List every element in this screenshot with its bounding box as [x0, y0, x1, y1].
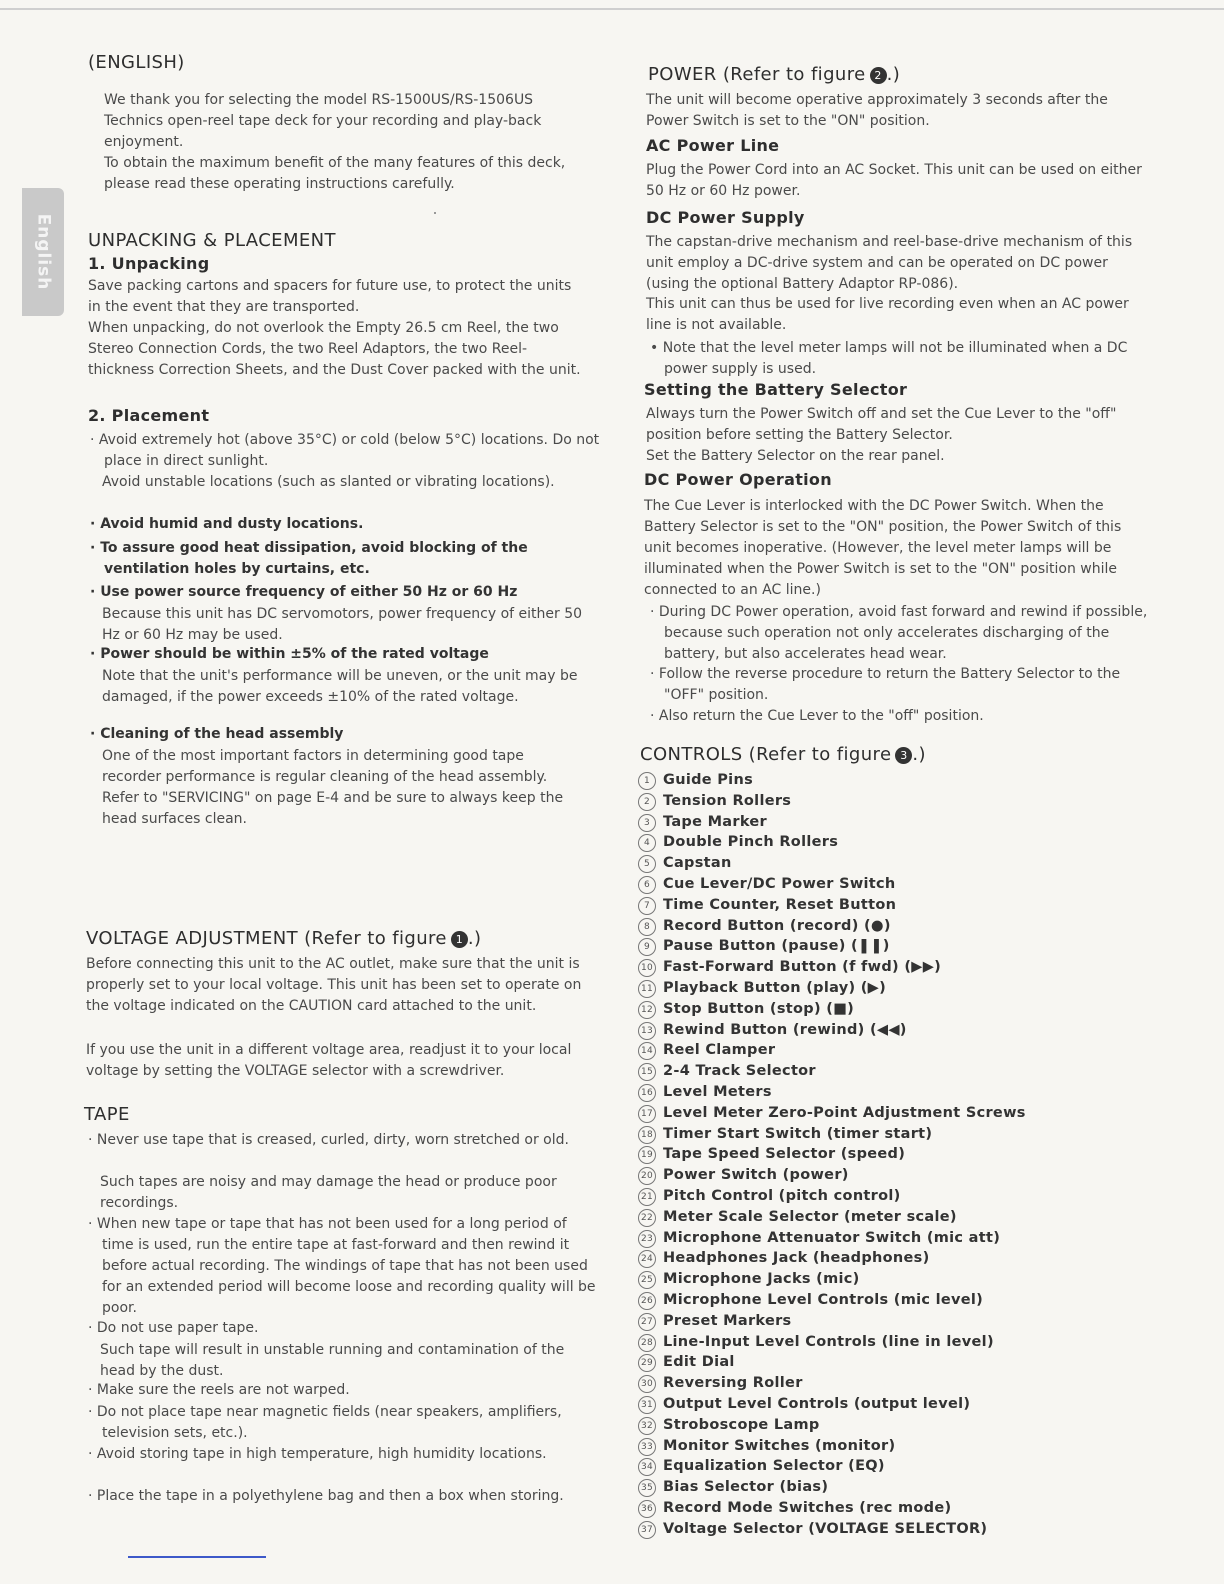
- placement-item-3: · To assure good heat dissipation, avoid blocking of the ventilation holes by curtains, etc.: [90, 540, 528, 577]
- controls-list-item: [638, 1040, 1026, 1061]
- tape-item-6: · Avoid storing tape in high temperature, high humidity locations.: [88, 1446, 547, 1462]
- controls-list-item: [638, 1144, 1026, 1165]
- item-number-badge: 37: [638, 1521, 656, 1539]
- item-label: 2-4 Track Selector: [663, 1063, 816, 1080]
- tape-item-1: · Never use tape that is creased, curled, dirty, worn stretched or old.: [88, 1132, 569, 1148]
- item-number-badge: 34: [638, 1458, 656, 1476]
- placement-item-2: · Avoid humid and dusty locations.: [90, 516, 364, 532]
- language-heading: (ENGLISH): [88, 52, 185, 73]
- item-label: Double Pinch Rollers: [663, 834, 839, 851]
- controls-list-item: [638, 812, 1026, 833]
- item-number-badge: 17: [638, 1105, 656, 1123]
- item-number-badge: 31: [638, 1396, 656, 1414]
- controls-list-item: [638, 999, 1026, 1020]
- unpacking-text-2: When unpacking, do not overlook the Empty 26.5 cm Reel, the two Stereo Connection Cords, the two Reel Adaptors, the two Reel-thickness Correction Sheets, and the Dust Cover packed with the unit.: [88, 320, 581, 378]
- intro-paragraph-2: To obtain the maximum benefit of the many features of this deck, please read these operating instructions carefully.: [104, 155, 566, 192]
- item-label: Record Mode Switches (rec mode): [663, 1499, 952, 1516]
- power-heading-tail: .): [886, 64, 901, 85]
- item-label: Voltage Selector (VOLTAGE SELECTOR): [663, 1520, 988, 1537]
- placement-item-1b: Avoid unstable locations (such as slanted or vibrating locations).: [102, 474, 555, 490]
- controls-list-item: [638, 1352, 1026, 1373]
- controls-list-item: [638, 1269, 1026, 1290]
- controls-list-item: [638, 1061, 1026, 1082]
- dc-operation-bullet-3: · Also return the Cue Lever to the "off" position.: [650, 708, 984, 724]
- tape-item-2: · When new tape or tape that has not been used for a long period of time is used, run the entire tape at fast-forward and then rewind it before actual recording. The windings of tape that has not been used for an extended period will become loose and recording quality will be poor.: [88, 1216, 596, 1316]
- controls-list-item: [638, 1311, 1026, 1332]
- controls-list-item: [638, 1456, 1026, 1477]
- controls-list-item: [638, 1415, 1026, 1436]
- voltage-text-2: If you use the unit in a different voltage area, readjust it to your local voltage by setting the VOLTAGE selector with a screwdriver.: [86, 1042, 572, 1079]
- item-label: Monitor Switches (monitor): [663, 1437, 896, 1454]
- controls-list-item: [638, 1186, 1026, 1207]
- item-number-badge: 25: [638, 1271, 656, 1289]
- figure-3-icon: 3: [895, 747, 912, 764]
- controls-list-item: [638, 874, 1026, 895]
- placement-item-6b: One of the most important factors in determining good tape recorder performance is regular cleaning of the head assembly. Refer to "SERVICING" on page E-4 and be sure to always keep the head surfaces clean.: [102, 748, 564, 827]
- battery-text-1: Always turn the Power Switch off and set the Cue Lever to the "off" position before setting the Battery Selector.: [646, 406, 1117, 443]
- controls-list-item: [638, 916, 1026, 937]
- item-number-badge: 2: [638, 793, 656, 811]
- controls-list-item: [638, 1436, 1026, 1457]
- controls-list-item: [638, 936, 1026, 957]
- item-number-badge: 5: [638, 855, 656, 873]
- controls-heading-tail: .): [912, 744, 926, 765]
- power-text: The unit will become operative approximately 3 seconds after the Power Switch is set to the "ON" position.: [646, 92, 1108, 129]
- item-label: Edit Dial: [663, 1354, 735, 1371]
- figure-1-icon: 1: [451, 931, 468, 948]
- item-number-badge: 24: [638, 1250, 656, 1268]
- speck: [434, 212, 436, 214]
- placement-item-4b: Because this unit has DC servomotors, power frequency of either 50 Hz or 60 Hz may be used.: [102, 606, 583, 643]
- item-label: Guide Pins: [663, 772, 754, 788]
- item-number-badge: 22: [638, 1209, 656, 1227]
- item-number-badge: 27: [638, 1313, 656, 1331]
- item-label: Reversing Roller: [663, 1375, 803, 1392]
- controls-list-item: [638, 1207, 1026, 1228]
- item-number-badge: 7: [638, 897, 656, 915]
- item-label: Output Level Controls (output level): [663, 1395, 971, 1412]
- item-number-badge: 4: [638, 834, 656, 852]
- language-side-tab: [22, 188, 64, 316]
- controls-heading-text: CONTROLS (Refer to figure: [640, 744, 892, 765]
- item-number-badge: 18: [638, 1126, 656, 1144]
- item-label: Pitch Control (pitch control): [663, 1187, 901, 1204]
- item-label: Reel Clamper: [663, 1042, 776, 1059]
- item-label: Preset Markers: [663, 1312, 792, 1329]
- tape-item-5: · Do not place tape near magnetic fields (near speakers, amplifiers, television sets, etc.).: [88, 1404, 562, 1441]
- item-number-badge: 3: [638, 814, 656, 832]
- voltage-heading-tail: .): [467, 928, 482, 949]
- controls-list-item: [638, 1228, 1026, 1249]
- dc-supply-text-1: The capstan-drive mechanism and reel-base-drive mechanism of this unit employ a DC-drive system and can be operated on DC power (using the optional Battery Adaptor RP-086).: [646, 234, 1133, 292]
- item-number-badge: 9: [638, 938, 656, 956]
- item-label: Stop Button (stop) (■): [663, 1000, 855, 1017]
- item-number-badge: 20: [638, 1167, 656, 1185]
- item-label: Cue Lever/DC Power Switch: [663, 875, 896, 892]
- item-number-badge: 11: [638, 980, 656, 998]
- placement-item-6: · Cleaning of the head assembly: [90, 726, 344, 742]
- item-number-badge: 32: [638, 1417, 656, 1435]
- item-label: Capstan: [663, 855, 732, 872]
- tape-item-7: · Place the tape in a polyethylene bag and then a box when storing.: [88, 1488, 564, 1504]
- item-number-badge: 36: [638, 1500, 656, 1518]
- tape-heading: TAPE: [84, 1104, 130, 1125]
- item-label: Timer Start Switch (timer start): [663, 1125, 933, 1142]
- unpacking-text-1: Save packing cartons and spacers for future use, to protect the units in the event that they are transported.: [88, 278, 572, 315]
- dc-supply-note: • Note that the level meter lamps will not be illuminated when a DC power supply is used.: [650, 340, 1128, 377]
- item-label: Level Meters: [663, 1083, 772, 1100]
- dc-operation-text: The Cue Lever is interlocked with the DC Power Switch. When the Battery Selector is set to the "ON" position, the Power Switch of this unit becomes inoperative. (However, the level meter lamps will be illuminated when the Power Switch is set to the "ON" position while connected to an AC line.): [644, 498, 1122, 598]
- battery-text-2: Set the Battery Selector on the rear panel.: [646, 448, 945, 464]
- item-number-badge: 16: [638, 1084, 656, 1102]
- ac-power-heading: AC Power Line: [646, 136, 780, 155]
- figure-2-icon: 2: [870, 67, 887, 84]
- controls-list-item: [638, 1290, 1026, 1311]
- item-number-badge: 33: [638, 1438, 656, 1456]
- controls-list-item: [638, 1498, 1026, 1519]
- item-label: Power Switch (power): [663, 1167, 849, 1184]
- controls-list-item: [638, 1103, 1026, 1124]
- item-label: Tape Marker: [663, 813, 767, 830]
- item-label: Fast-Forward Button (f fwd) (▶▶): [663, 959, 942, 976]
- item-number-badge: 35: [638, 1479, 656, 1497]
- item-number-badge: 30: [638, 1375, 656, 1393]
- unpacking-subheading: 1. Unpacking: [88, 254, 210, 273]
- item-number-badge: 28: [638, 1334, 656, 1352]
- controls-list-item: [638, 957, 1026, 978]
- power-heading: [648, 64, 900, 85]
- item-number-badge: 21: [638, 1188, 656, 1206]
- controls-list-item: [638, 1020, 1026, 1041]
- item-number-badge: 10: [638, 959, 656, 977]
- tape-item-4: · Make sure the reels are not warped.: [88, 1382, 350, 1398]
- controls-list-item: [638, 1165, 1026, 1186]
- item-label: Headphones Jack (headphones): [663, 1250, 930, 1267]
- dc-operation-heading: DC Power Operation: [644, 470, 832, 489]
- controls-list-item: [638, 853, 1026, 874]
- placement-item-5: · Power should be within ±5% of the rated voltage: [90, 646, 489, 662]
- item-label: Bias Selector (bias): [663, 1479, 829, 1496]
- item-label: Line-Input Level Controls (line in level): [663, 1333, 994, 1350]
- item-label: Equalization Selector (EQ): [663, 1458, 885, 1475]
- voltage-heading: [86, 928, 481, 949]
- item-number-badge: 14: [638, 1042, 656, 1060]
- controls-list-item: [638, 1248, 1026, 1269]
- item-label: Time Counter, Reset Button: [663, 896, 897, 913]
- item-number-badge: 15: [638, 1063, 656, 1081]
- controls-list-item: [638, 1519, 1026, 1540]
- controls-list-item: [638, 791, 1026, 812]
- tape-item-3: · Do not use paper tape.: [88, 1320, 259, 1336]
- dc-supply-text-2: This unit can thus be used for live recording even when an AC power line is not available.: [646, 296, 1129, 333]
- controls-heading: [640, 744, 926, 765]
- battery-heading: Setting the Battery Selector: [644, 380, 908, 399]
- item-number-badge: 19: [638, 1146, 656, 1164]
- placement-item-5b: Note that the unit's performance will be uneven, or the unit may be damaged, if the power exceeds ±10% of the rated voltage.: [102, 668, 578, 705]
- item-label: Playback Button (play) (▶): [663, 979, 887, 996]
- item-label: Tension Rollers: [663, 792, 792, 809]
- item-number-badge: 29: [638, 1354, 656, 1372]
- item-number-badge: 6: [638, 876, 656, 894]
- controls-list-item: [638, 770, 1026, 791]
- item-label: Rewind Button (rewind) (◀◀): [663, 1021, 907, 1038]
- dc-supply-heading: DC Power Supply: [646, 208, 805, 227]
- tape-item-3b: Such tape will result in unstable running and contamination of the head by the dust.: [100, 1342, 565, 1379]
- item-label: Pause Button (pause) (❚❚): [663, 938, 890, 955]
- tape-item-1b: Such tapes are noisy and may damage the head or produce poor recordings.: [100, 1174, 557, 1211]
- controls-list-item: [638, 1477, 1026, 1498]
- intro-paragraph-1: We thank you for selecting the model RS-1500US/RS-1506US Technics open-reel tape deck for your recording and play-back enjoyment.: [104, 92, 542, 150]
- item-number-badge: 1: [638, 772, 656, 790]
- dc-operation-bullet-2: · Follow the reverse procedure to return the Battery Selector to the "OFF" position.: [650, 666, 1121, 703]
- item-label: Record Button (record) (●): [663, 917, 891, 934]
- side-tab-label: English: [33, 213, 54, 291]
- controls-list-item: [638, 978, 1026, 999]
- placement-item-1: · Avoid extremely hot (above 35°C) or cold (below 5°C) locations. Do not place in direct sunlight.: [90, 432, 600, 469]
- item-label: Meter Scale Selector (meter scale): [663, 1208, 957, 1225]
- item-label: Microphone Attenuator Switch (mic att): [663, 1229, 1001, 1246]
- item-number-badge: 23: [638, 1230, 656, 1248]
- controls-list-item: [638, 1373, 1026, 1394]
- controls-list-item: [638, 1082, 1026, 1103]
- unpacking-heading: UNPACKING & PLACEMENT: [88, 230, 336, 251]
- voltage-heading-text: VOLTAGE ADJUSTMENT (Refer to figure: [86, 928, 447, 949]
- voltage-text-1: Before connecting this unit to the AC outlet, make sure that the unit is properly set to your local voltage. This unit has been set to operate on the voltage indicated on the CAUTION card attached to the unit.: [86, 956, 582, 1014]
- item-label: Level Meter Zero-Point Adjustment Screws: [663, 1104, 1026, 1121]
- placement-subheading: 2. Placement: [88, 406, 210, 425]
- power-heading-text: POWER (Refer to figure: [648, 64, 866, 85]
- ac-power-text: Plug the Power Cord into an AC Socket. This unit can be used on either 50 Hz or 60 Hz power.: [646, 162, 1142, 199]
- item-label: Tape Speed Selector (speed): [663, 1146, 906, 1163]
- item-label: Microphone Jacks (mic): [663, 1271, 860, 1288]
- dc-operation-bullet-1: · During DC Power operation, avoid fast forward and rewind if possible, because such operation not only accelerates discharging of the battery, but also accelerates head wear.: [650, 604, 1148, 662]
- controls-list-item: [638, 1332, 1026, 1353]
- item-number-badge: 13: [638, 1022, 656, 1040]
- footer-rule: [128, 1556, 266, 1558]
- controls-list: [638, 770, 1026, 1539]
- item-number-badge: 8: [638, 918, 656, 936]
- controls-list-item: [638, 895, 1026, 916]
- controls-list-item: [638, 1124, 1026, 1145]
- controls-list-item: [638, 1394, 1026, 1415]
- item-number-badge: 26: [638, 1292, 656, 1310]
- item-label: Microphone Level Controls (mic level): [663, 1291, 984, 1308]
- controls-list-item: [638, 832, 1026, 853]
- item-label: Stroboscope Lamp: [663, 1416, 820, 1433]
- placement-item-4: · Use power source frequency of either 50 Hz or 60 Hz: [90, 584, 518, 600]
- item-number-badge: 12: [638, 1001, 656, 1019]
- top-rule: [0, 8, 1224, 10]
